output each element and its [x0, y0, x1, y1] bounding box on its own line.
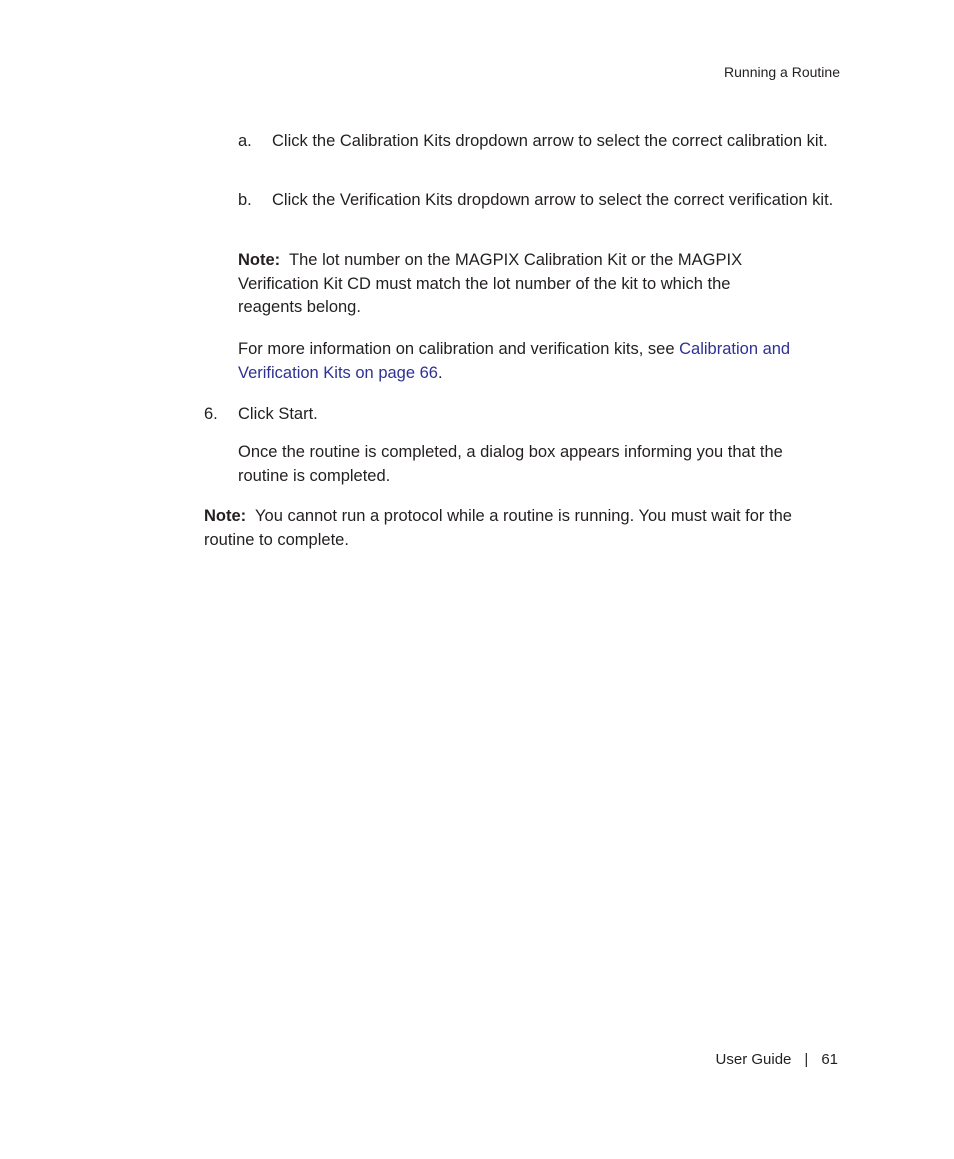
more-info-prefix: For more information on calibration and verification kits, see — [238, 340, 680, 358]
completion-paragraph: Once the routine is completed, a dialog box appears informing you that the routine is completed. — [238, 443, 783, 485]
step-6-marker: 6. — [204, 405, 218, 423]
page-footer — [716, 1051, 838, 1068]
running-head: Running a Routine — [724, 64, 840, 80]
page-number: 61 — [821, 1051, 838, 1068]
note-lot-number — [238, 249, 778, 320]
calibration-verification-kits-link[interactable]: Calibration and Verification Kits on page 66 — [238, 340, 791, 382]
note-label: Note: — [204, 507, 247, 525]
footer-separator: | — [804, 1051, 809, 1068]
step-b-marker: b. — [238, 191, 252, 209]
note-text: You cannot run a protocol while a routine is running. You must wait for the routine to complete. — [204, 507, 792, 549]
note-protocol-running — [204, 505, 804, 552]
footer-guide-label: User Guide — [715, 1051, 792, 1068]
step-b-text: Click the Verification Kits dropdown arrow to select the correct verification kit. — [272, 191, 834, 209]
step-6-text: Click Start. — [238, 405, 318, 423]
more-info-suffix: . — [437, 363, 443, 382]
step-a-marker: a. — [238, 132, 252, 150]
note-text: The lot number on the MAGPIX Calibration Kit or the MAGPIX Verification Kit CD must match the lot number of the kit to which the reagents belong. — [238, 251, 743, 316]
more-info-paragraph — [238, 338, 828, 385]
note-label: Note: — [238, 251, 281, 269]
step-a-text: Click the Calibration Kits dropdown arrow to select the correct calibration kit. — [272, 132, 828, 150]
